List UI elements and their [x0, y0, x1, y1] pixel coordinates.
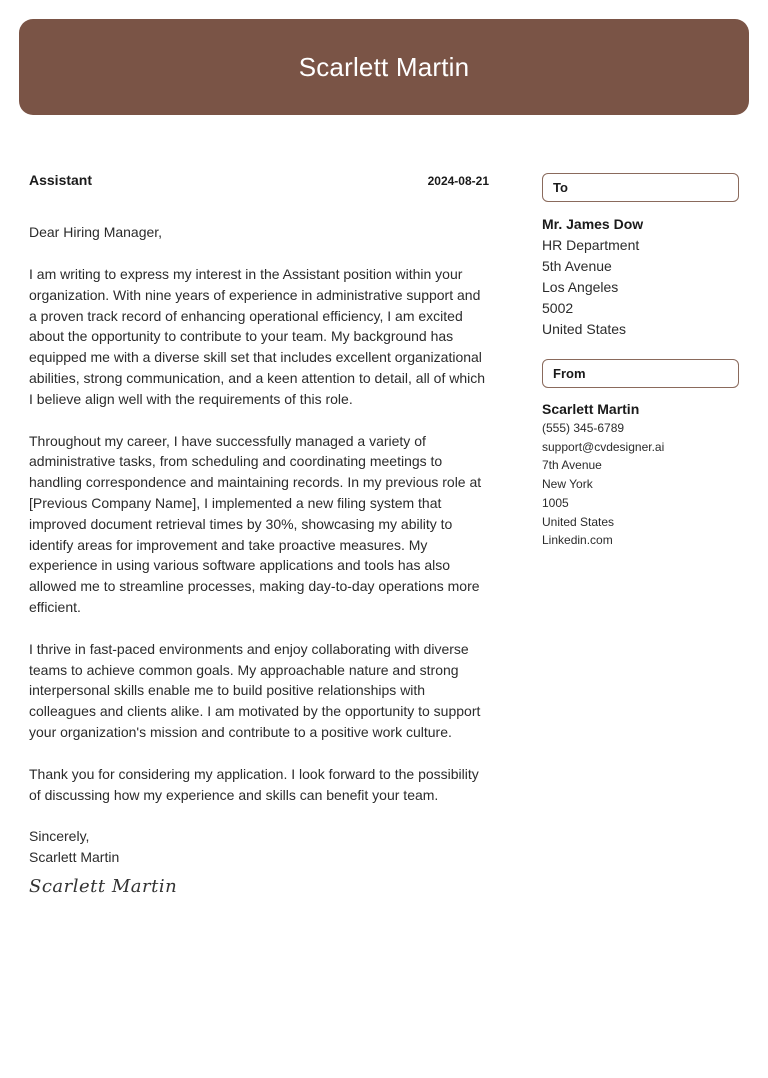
job-role: Assistant — [29, 172, 93, 188]
paragraph-2: Throughout my career, I have successfully managed a variety of administrative tasks, from scheduling and coordinating meetings to handling correspondence and maintaining records. In my previous role at [Previous Company Name], I implemented a new filing system that improved document retrieval times by 30%, showcasing my ability to identify areas for improvement and take proactive measures. My experience in using various software applications and tools has also allowed me to streamline processes, making day-to-day operations more efficient. — [29, 432, 482, 615]
recipient-country: United States — [542, 321, 627, 337]
recipient-department: HR Department — [542, 237, 640, 253]
letter-date: 2024-08-21 — [427, 174, 489, 188]
handwritten-signature: Scarlett Martin — [29, 876, 178, 898]
header-banner — [19, 19, 749, 115]
recipient-street: 5th Avenue — [542, 258, 612, 274]
closing-block — [29, 826, 489, 868]
sender-name: Scarlett Martin — [542, 401, 640, 417]
to-box — [542, 173, 739, 202]
closing-phrase: Sincerely, — [29, 828, 90, 845]
letter-body — [29, 172, 489, 897]
paragraph-4: Thank you for considering my application. I look forward to the possibility of discussing how my experience and skills can benefit your team. — [29, 765, 479, 803]
sender-city: New York — [542, 477, 593, 492]
role-row — [29, 172, 489, 192]
sender-email: support@cvdesigner.ai — [542, 439, 665, 454]
recipient-city: Los Angeles — [542, 279, 619, 295]
recipient-name: Mr. James Dow — [542, 216, 644, 232]
to-label: To — [553, 180, 568, 195]
sender-phone: (555) 345-6789 — [542, 421, 625, 435]
closing-name: Scarlett Martin — [29, 849, 120, 866]
sender-zip: 1005 — [542, 495, 569, 510]
sender-website: Linkedin.com — [542, 533, 613, 548]
paragraph-3: I thrive in fast-paced environments and enjoy collaborating with diverse teams to achieve common goals. My approachable nature and strong interpersonal skills enable me to build positive relationships with colleagues and clients alike. I am motivated by the opportunity to support your organization's mission and contribute to a positive work culture. — [29, 640, 481, 740]
from-label: From — [553, 366, 586, 381]
sender-country: United States — [542, 514, 615, 529]
address-sidebar — [542, 173, 739, 550]
salutation: Dear Hiring Manager, — [29, 224, 163, 240]
from-box — [542, 359, 739, 388]
paragraph-1: I am writing to express my interest in the Assistant position within your organization. With nine years of experience in administrative support and a proven track record of enhancing operational efficiency, I am excited about the opportunity to contribute to your team. My background has equipped me with a diverse skill set that includes excellent organizational abilities, strong communication, and a keen attention to detail, all of which I believe align well with the requirements of this role. — [29, 266, 486, 407]
sender-street: 7th Avenue — [542, 458, 602, 473]
applicant-name: Scarlett Martin — [298, 51, 470, 82]
recipient-zip: 5002 — [542, 300, 574, 316]
